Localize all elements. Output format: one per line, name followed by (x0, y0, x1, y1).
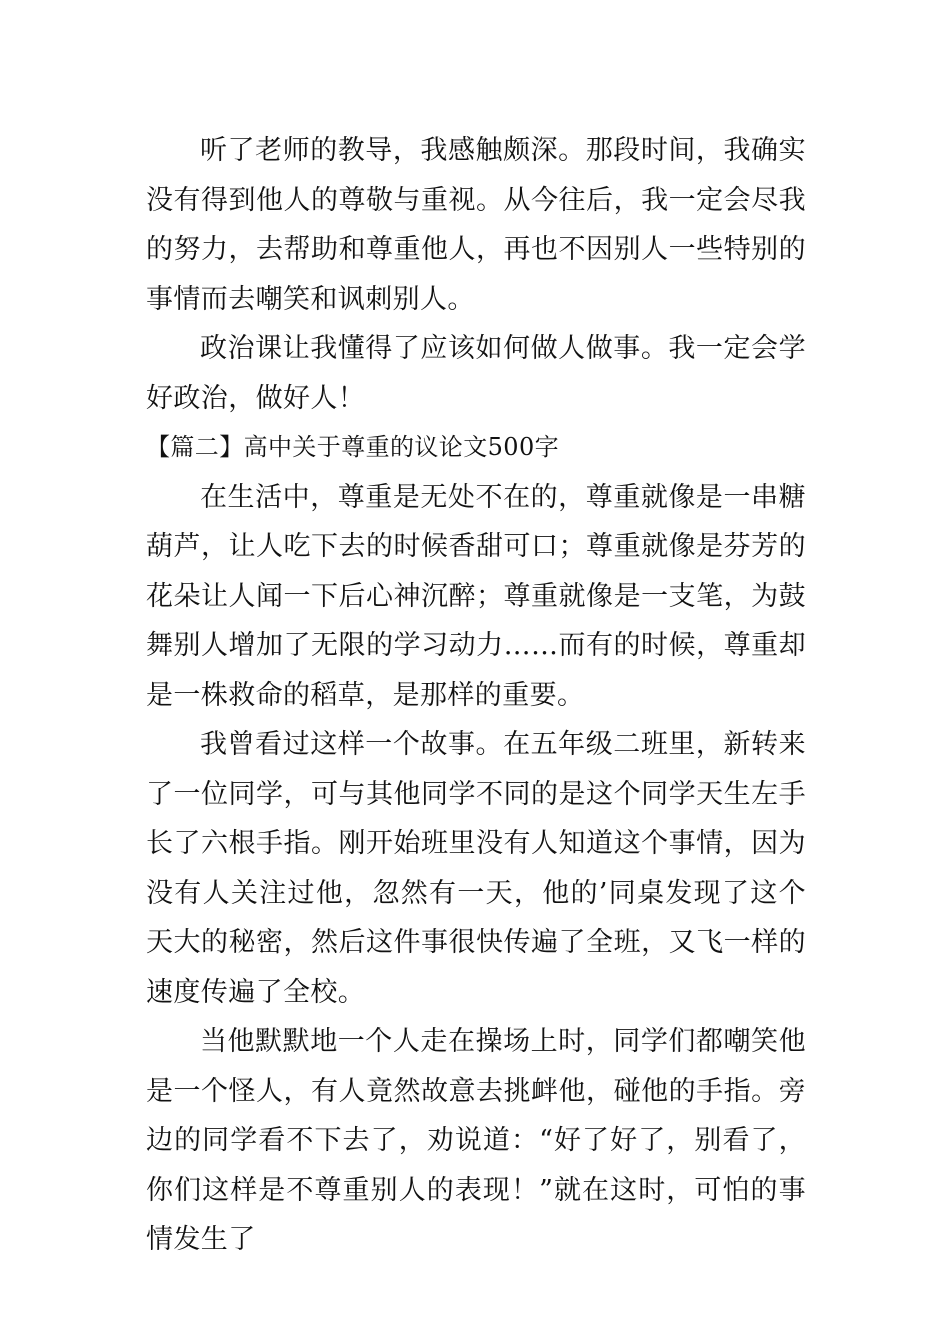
paragraph: 当他默默地一个人走在操场上时，同学们都嘲笑他是一个怪人，有人竟然故意去挑衅他，碰他的手指。旁边的同学看不下去了，劝说道：“好了好了，别看了，你们这样是不尊重别人的表现！”就在这时，可怕的事情发生了 (146, 1026, 806, 1255)
paragraph: 在生活中，尊重是无处不在的，尊重就像是一串糖葫芦，让人吃下去的时候香甜可口；尊重就像是芬芳的花朵让人闻一下后心神沉醉；尊重就像是一支笔，为鼓舞别人增加了无限的学习动力……而有的时候，尊重却是一株救命的稻草，是那样的重要。 (146, 481, 806, 711)
paragraph: 听了老师的教导，我感触颇深。那段时间，我确实没有得到他人的尊敬与重视。从今往后，我一定会尽我的努力，去帮助和尊重他人，再也不因别人一些特别的事情而去嘲笑和讽刺别人。 (146, 135, 806, 315)
section-heading: 【篇二】高中关于尊重的议论文500字 (146, 433, 560, 461)
document-body (146, 126, 806, 1265)
paragraph: 我曾看过这样一个故事。在五年级二班里，新转来了一位同学，可与其他同学不同的是这个同学天生左手长了六根手指。刚开始班里没有人知道这个事情，因为没有人关注过他，忽然有一天，他的’同桌发现了这个天大的秘密，然后这件事很快传遍了全班，又飞一样的速度传遍了全校。 (146, 729, 806, 1008)
paragraph: 政治课让我懂得了应该如何做人做事。我一定会学好政治，做好人！ (146, 333, 806, 414)
